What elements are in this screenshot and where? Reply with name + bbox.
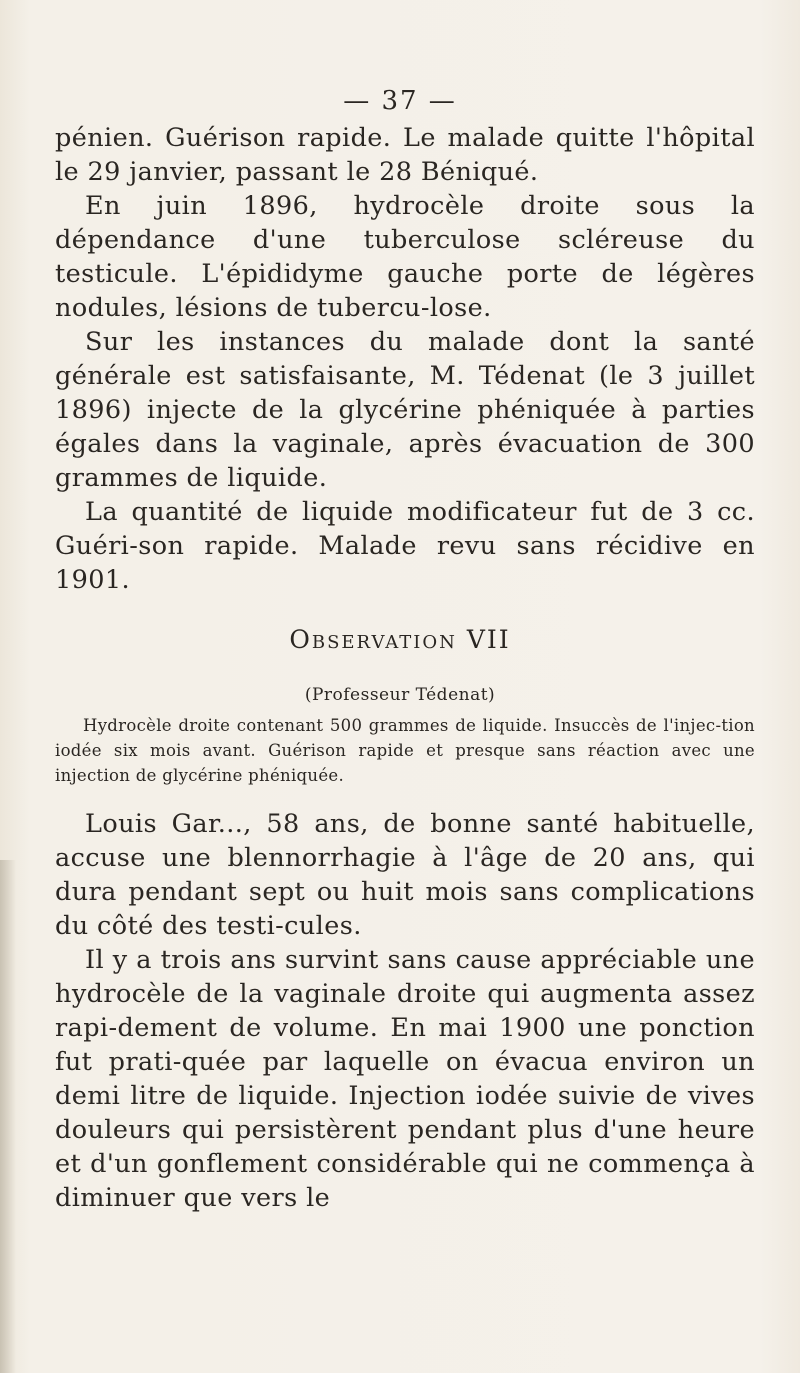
- page-edge-shadow: [0, 860, 16, 1373]
- paragraph-5: Louis Gar..., 58 ans, de bonne santé habituelle, accuse une blennorrhagie à l'âge de 20 ans, qui dura pendant sept ou huit mois sans complications du côté des testi-cules.: [55, 809, 755, 941]
- paragraph-3: Sur les instances du malade dont la santé générale est satisfaisante, M. Tédenat (le 3 juillet 1896) injecte de la glycérine phéniquée à parties égales dans la vaginale, après évacuation de 300 grammes de liquide.: [55, 327, 755, 493]
- observation-summary: [55, 713, 755, 788]
- observation-author: (Professeur Tédenat): [304, 685, 496, 705]
- observation-heading: Observation VII: [289, 625, 511, 654]
- paragraph-6: Il y a trois ans survint sans cause appréciable une hydrocèle de la vaginale droite qui augmenta assez rapi-dement de volume. En mai 1900 une ponction fut prati-quée par laquelle on évacua environ un demi litre de liquide. Injection iodée suivie de vives douleurs qui persistèrent pendant plus d'une heure et d'un gonflement considérable qui ne commença à diminuer que vers le: [55, 945, 755, 1213]
- paragraph-4: La quantité de liquide modificateur fut de 3 cc. Guéri-son rapide. Malade revu sans récidive en 1901.: [55, 497, 755, 595]
- top-text-block: [55, 121, 755, 597]
- bottom-text-block: [55, 807, 755, 1215]
- paragraph-2: En juin 1896, hydrocèle droite sous la dépendance d'une tuberculose scléreuse du testicule. L'épididyme gauche porte de légères nodules, lésions de tubercu-lose.: [55, 191, 755, 323]
- page-number: — 37 —: [343, 86, 457, 116]
- paragraph-1: pénien. Guérison rapide. Le malade quitte l'hôpital le 29 janvier, passant le 28 Béniqué.: [55, 123, 755, 187]
- summary-text: Hydrocèle droite contenant 500 grammes de liquide. Insuccès de l'injec-tion iodée six mois avant. Guérison rapide et presque sans réaction avec une injection de glycérine phéniquée.: [55, 716, 755, 785]
